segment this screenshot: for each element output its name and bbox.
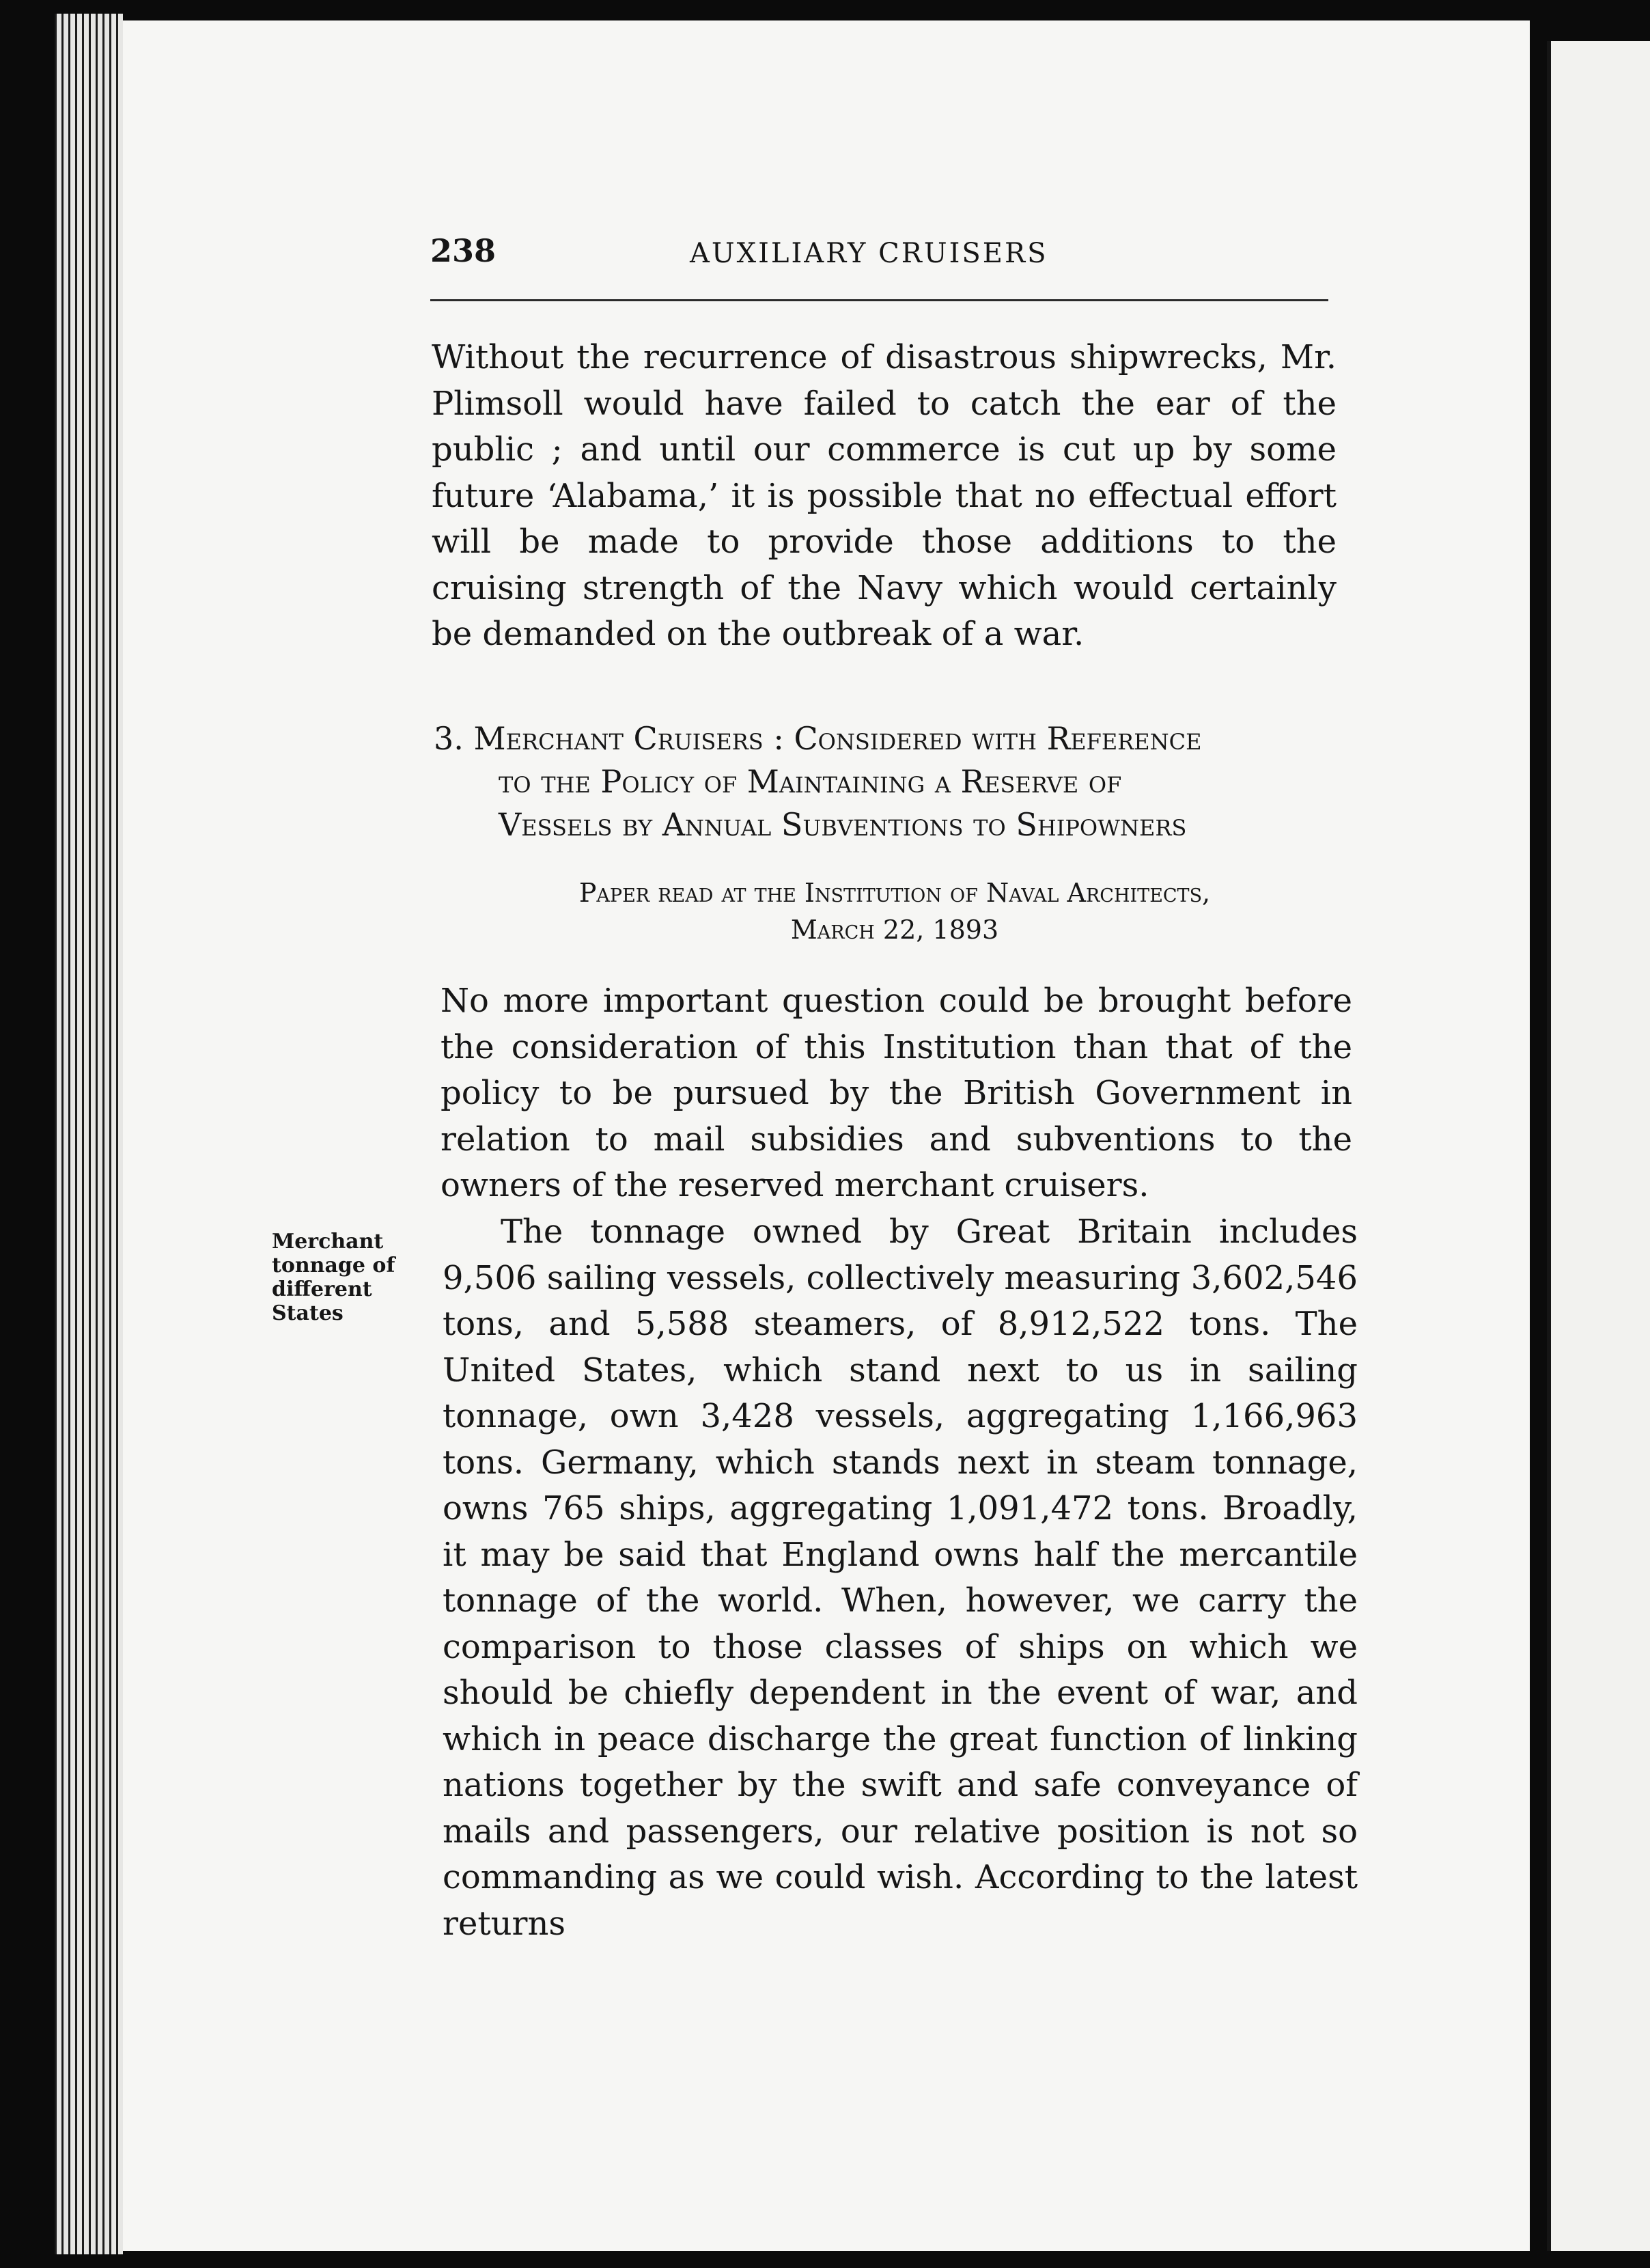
marginal-note-line: tonnage of [272,1254,395,1277]
marginal-note-line: States [272,1301,344,1325]
running-title: AUXILIARY CRUISERS [690,238,1048,269]
marginal-note [272,1230,422,1325]
paragraph-opening: Without the recurrence of disastrous shipwrecks, Mr. Plimsoll would have failed to catch the ear of the public ; and until our commerce is cut up by some future ‘Alabama,’ it is possible that no effectual effort will be made to provide those additions to the cruising strength of the Navy which would certainly be demanded on the outbreak of a war. [432,338,1337,653]
section-title-line-2: to the Policy of Maintaining a Reserve of [499,763,1122,800]
marginal-note-line: Merchant [272,1230,384,1254]
paragraph-intro: No more important question could be brought before the consideration of this Institution than that of the policy to be pursued by the British Government in relation to mail subsidies and subventions to the owners of the reserved merchant cruisers. [441,982,1352,1204]
paragraph-tonnage: The tonnage owned by Great Britain includes 9,506 sailing vessels, collectively measuring 3,602,546 tons, and 5,588 steamers, of 8,912,522 tons. The United States, which stand next to us in sailing tonnage, own 3,428 vessels, aggregating 1,166,963 tons. Germany, which stands next in steam tonnage, owns 765 ships, aggregating 1,091,472 tons. Broadly, it may be said that England owns half the mercantile tonnage of the world. When, however, we carry the comparison to those classes of ships on which we should be chiefly dependent in the event of war, and which in peace discharge the great function of linking nations together by the swift and safe conveyance of mails and passengers, our relative position is not so commanding as we could wish. According to the latest returns [443,1213,1358,1943]
section-title-line-1: Merchant Cruisers : Considered with Reference [473,720,1202,757]
section-subtitle [451,874,1339,948]
header-rule [430,299,1328,301]
section-heading-line-1 [434,717,1345,760]
section-title-line-3: Vessels by Annual Subventions to Shipowners [499,806,1187,843]
marginal-note-line: different [272,1277,372,1301]
page-edges [55,14,123,2254]
subtitle-line-1: Paper read at the Institution of Naval Architects, [578,878,1211,908]
section-number: 3. [434,720,464,757]
subtitle-date: March 22, 1893 [790,915,999,945]
page-number: 238 [430,232,497,269]
section-heading [434,717,1345,846]
running-header [430,232,1332,297]
facing-page-edge [1547,41,1650,2251]
